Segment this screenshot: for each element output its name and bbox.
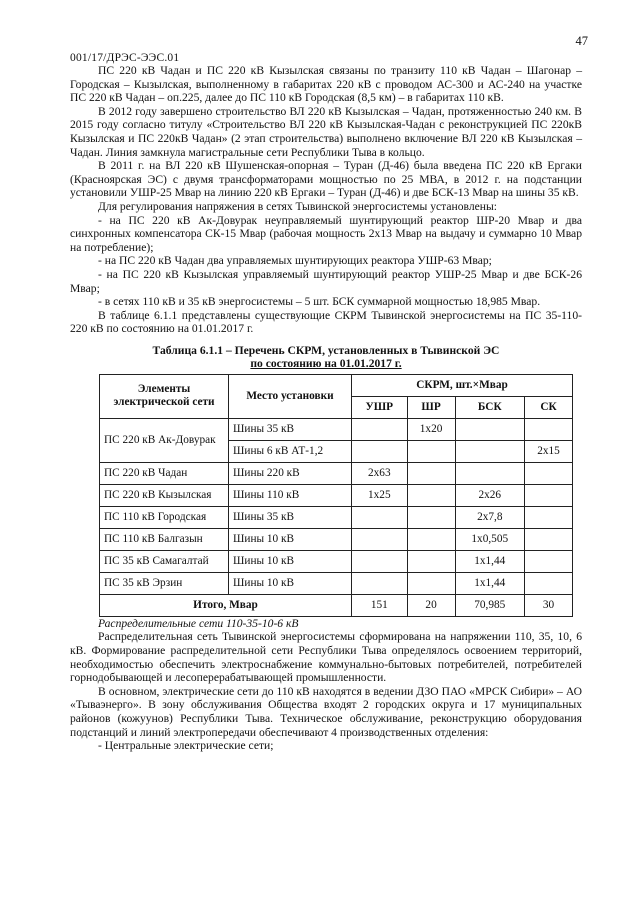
total-sk: 30 — [524, 594, 572, 616]
total-label: Итого, Мвар — [100, 594, 352, 616]
cell-shr: 1х20 — [407, 418, 455, 440]
cell-ushr — [352, 506, 408, 528]
document-body — [70, 64, 582, 753]
table-row — [100, 506, 573, 528]
list-item: - на ПС 220 кВ Чадан два управляемых шунтирующих реактора УШР-63 Мвар; — [98, 254, 492, 268]
cell-bsk: 1х1,44 — [455, 550, 524, 572]
cell-place: Шины 10 кВ — [229, 572, 352, 594]
cell-place: Шины 110 кВ — [229, 484, 352, 506]
total-ushr: 151 — [352, 594, 408, 616]
paragraph: Для регулирования напряжения в сетях Тывинской энергосистемы установлены: — [98, 199, 497, 213]
total-bsk: 70,985 — [455, 594, 524, 616]
paragraph: В 2012 году завершено строительство ВЛ 220 кВ Кызылская – Чадан, протяженностью 240 км. В 2015 году согласно титулу «Строительство ВЛ 220 кВ Кызылская-Чадан с реконструкцией ПС 220кВ Кызылская и ПС 220кВ Чадан» (2 этап строительства) выполнено включение ВЛ 220 кВ Кызылская – Чадан. Линия замкнула магистральные сети Республики Тыва в кольцо. — [70, 104, 582, 159]
cell-element: ПС 220 кВ Ак-Довурак — [100, 418, 229, 462]
cell-bsk: 2х26 — [455, 484, 524, 506]
cell-place: Шины 10 кВ — [229, 528, 352, 550]
cell-place: Шины 10 кВ — [229, 550, 352, 572]
page-number: 47 — [575, 34, 588, 48]
list-item: - на ПС 220 кВ Ак-Довурак неуправляемый шунтирующий реактор ШР-20 Мвар и два синхронных компенсатора СК-15 Мвар (рабочая мощность 2х13 Мвар на выдачу и суммарно 10 Мвар на потребление); — [70, 213, 582, 254]
cell-ushr: 1х25 — [352, 484, 408, 506]
table-row — [100, 550, 573, 572]
header-elements: Элементы электрической сети — [100, 374, 229, 418]
cell-sk — [524, 550, 572, 572]
paragraph: Распределительная сеть Тывинской энергосистемы сформирована на напряжении 110, 35, 10, 6 кВ. Формирование распределительной сети Республики Тыва определялось освоением территорий, необходимостью обеспечить электроснабжение коммунально-бытовых потребителей, потребителей горнодобывающей и лесоперерабатывающей промышленности. — [70, 630, 582, 685]
table-row — [100, 418, 573, 440]
cell-place: Шины 220 кВ — [229, 462, 352, 484]
cell-ushr — [352, 550, 408, 572]
cell-element: ПС 35 кВ Самагалтай — [100, 550, 229, 572]
cell-ushr — [352, 528, 408, 550]
cell-ushr — [352, 418, 408, 440]
cell-sk — [524, 484, 572, 506]
table-row — [100, 484, 573, 506]
cell-shr — [407, 440, 455, 462]
header-bsk: БСК — [455, 396, 524, 418]
cell-bsk — [455, 440, 524, 462]
cell-shr — [407, 484, 455, 506]
cell-shr — [407, 550, 455, 572]
cell-sk — [524, 528, 572, 550]
table-caption-line: по состоянию на 01.01.2017 г. — [250, 356, 402, 370]
cell-bsk: 2х7,8 — [455, 506, 524, 528]
cell-element: ПС 110 кВ Балгазын — [100, 528, 229, 550]
cell-place: Шины 35 кВ — [229, 418, 352, 440]
paragraph: В 2011 г. на ВЛ 220 кВ Шушенская-опорная – Туран (Д-46) была введена ПС 220 кВ Ергаки (Красноярская ЭС) с двумя трансформаторами мощностью по 25 МВА, в 2012 г. на подстанции установили УШР-25 Мвар на линию 220 кВ Ергаки – Туран (Д-46) и две БСК-13 Мвар на шины 35 кВ. — [70, 159, 582, 200]
cell-element: ПС 220 кВ Чадан — [100, 462, 229, 484]
list-item: - на ПС 220 кВ Кызылская управляемый шунтирующий реактор УШР-25 Мвар и две БСК-26 Мвар; — [70, 267, 582, 295]
cell-shr — [407, 572, 455, 594]
header-place: Место установки — [229, 374, 352, 418]
cell-element: ПС 110 кВ Городская — [100, 506, 229, 528]
cell-bsk — [455, 462, 524, 484]
table-row — [100, 462, 573, 484]
table-row — [100, 528, 573, 550]
table-caption-line: Таблица 6.1.1 – Перечень СКРМ, установленных в Тывинской ЭС — [152, 343, 500, 357]
header-shr: ШР — [407, 396, 455, 418]
cell-ushr — [352, 440, 408, 462]
cell-sk — [524, 418, 572, 440]
cell-ushr — [352, 572, 408, 594]
total-shr: 20 — [407, 594, 455, 616]
paragraph: ПС 220 кВ Чадан и ПС 220 кВ Кызылская связаны по транзиту 110 кВ Чадан – Шагонар – Городская – Кызылская, выполненному в габаритах 220 кВ с проводом АС-300 и АС-240 на участке ПС 220 кВ Чадан – оп.225, далее до ПС 110 кВ Городская (8,5 км) – в габаритах 110 кВ. — [70, 64, 582, 105]
header-sk: СК — [524, 396, 572, 418]
paragraph: В таблице 6.1.1 представлены существующие СКРМ Тывинской энергосистемы на ПС 35-110-220 кВ по состоянию на 01.01.2017 г. — [70, 308, 582, 336]
table-row — [100, 572, 573, 594]
cell-shr — [407, 506, 455, 528]
paragraph: В основном, электрические сети до 110 кВ находятся в ведении ДЗО ПАО «МРСК Сибири» – АО «Тываэнерго». В зону обслуживания Общества входят 2 городских округа и 17 муниципальных районов (кожуунов) Республики Тыва. Техническое обслуживание, реконструкцию оборудования подстанций и линий электропередачи обеспечивают 4 производственных отделения: — [70, 684, 582, 739]
cell-place: Шины 6 кВ АТ-1,2 — [229, 440, 352, 462]
cell-shr — [407, 528, 455, 550]
table-caption — [70, 344, 582, 370]
header-ushr: УШР — [352, 396, 408, 418]
cell-place: Шины 35 кВ — [229, 506, 352, 528]
skrm-table — [99, 374, 573, 617]
cell-sk — [524, 462, 572, 484]
cell-bsk: 1х1,44 — [455, 572, 524, 594]
cell-sk — [524, 572, 572, 594]
cell-bsk — [455, 418, 524, 440]
cell-shr — [407, 462, 455, 484]
cell-sk — [524, 506, 572, 528]
section-heading: Распределительные сети 110-35-10-6 кВ — [98, 616, 299, 630]
cell-element: ПС 220 кВ Кызылская — [100, 484, 229, 506]
table-total-row — [100, 594, 573, 616]
list-item: - в сетях 110 кВ и 35 кВ энергосистемы – 5 шт. БСК суммарной мощностью 18,985 Мвар. — [98, 295, 541, 309]
list-item: - Центральные электрические сети; — [98, 739, 274, 753]
header-skrm-group: СКРМ, шт.×Мвар — [352, 374, 573, 396]
document-id: 001/17/ДРЭС-ЭЭС.01 — [70, 52, 180, 64]
cell-sk: 2х15 — [524, 440, 572, 462]
cell-ushr: 2х63 — [352, 462, 408, 484]
cell-bsk: 1х0,505 — [455, 528, 524, 550]
table-header-row — [100, 374, 573, 396]
cell-element: ПС 35 кВ Эрзин — [100, 572, 229, 594]
